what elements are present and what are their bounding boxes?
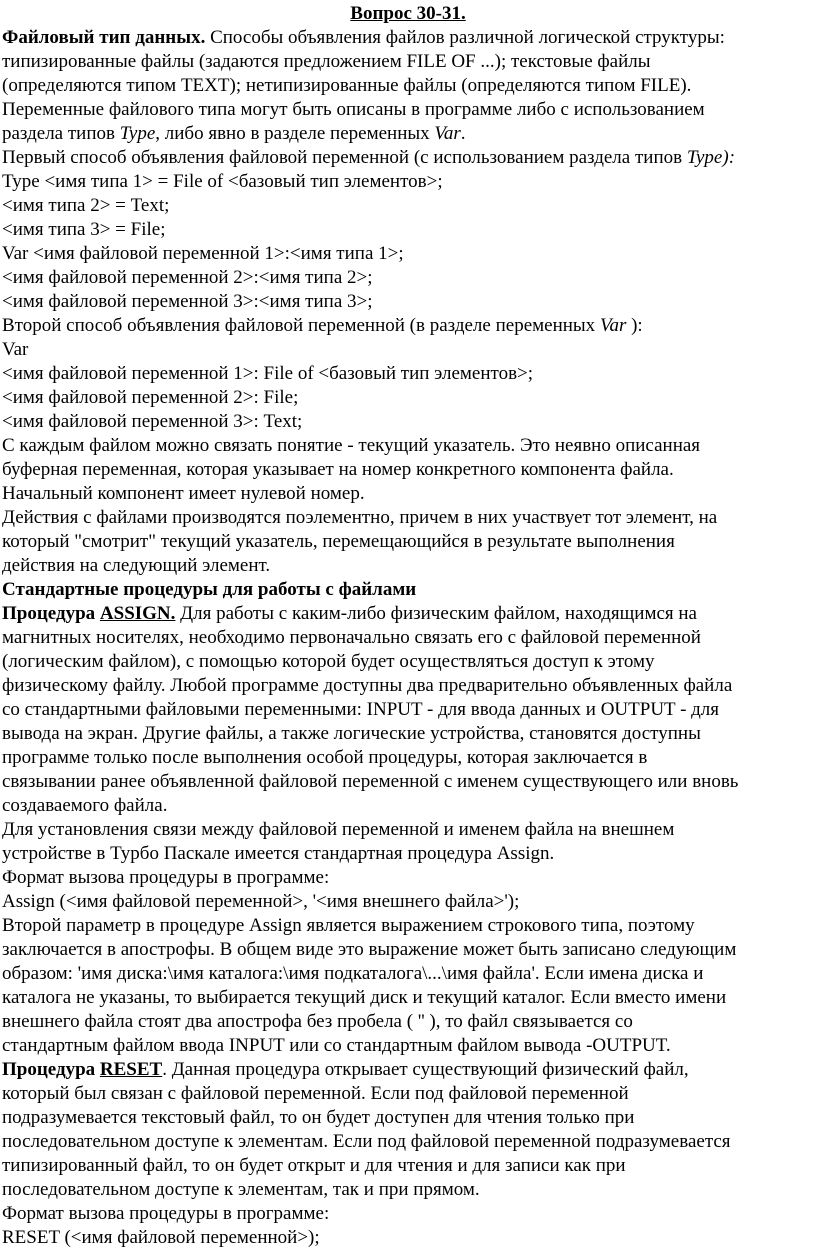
code-line: Type <имя типа 1> = File of <базовый тип элементов>; (2, 171, 443, 192)
code-line: <имя файловой переменной 1>: File of <базовый тип элементов>; (2, 363, 534, 384)
text-line: Для установления связи между файловой переменной и именем файла на внешнем (2, 819, 675, 840)
italic-term: Var (599, 315, 627, 336)
text-line: со стандартными файловыми переменными: INPUT - для ввода данных и OUTPUT - для (2, 699, 720, 720)
text-fragment: . Данная процедура открывает существующий физический файл, (162, 1059, 689, 1080)
code-line: <имя файловой переменной 2>: File; (2, 387, 299, 408)
text-line: Формат вызова процедуры в программе: (2, 1203, 330, 1224)
text-line: который "смотрит" текущий указатель, перемещающийся в результате выполнения (2, 531, 675, 552)
text-line: Действия с файлами производятся поэлементно, причем в них участвует тот элемент, на (2, 507, 718, 528)
text-fragment: Первый способ объявления файловой переменной (с использованием раздела типов (2, 147, 687, 168)
procedure-name: ASSIGN. (99, 603, 176, 624)
code-line: Var <имя файловой переменной 1>:<имя типа 1>; (2, 243, 404, 264)
text-line: устройстве в Турбо Паскале имеется стандартная процедура Assign. (2, 843, 555, 864)
text-line: создаваемого файла. (2, 795, 168, 816)
text-line: действия на следующий элемент. (2, 555, 271, 576)
code-line: <имя типа 3> = File; (2, 219, 166, 240)
text-line (2, 122, 466, 146)
text-line (2, 146, 735, 170)
procedure-name: RESET (99, 1059, 163, 1080)
text-line: Переменные файлового типа могут быть описаны в программе либо с использованием (2, 99, 705, 120)
code-line: <имя файловой переменной 3>:<имя типа 3>; (2, 291, 373, 312)
code-line: RESET (<имя файловой переменной>); (2, 1227, 320, 1248)
text-fragment: Для работы с каким-либо физическим файлом, находящимся на (175, 603, 697, 624)
italic-term: Type (119, 123, 156, 144)
italic-term: Var (434, 123, 461, 144)
code-line: Var (2, 339, 29, 360)
text-line: Второй параметр в процедуре Assign является выражением строкового типа, поэтому (2, 915, 695, 936)
code-line: Assign (<имя файловой переменной>, '<имя внешнего файла>'); (2, 891, 520, 912)
text-line: заключается в апострофы. В общем виде это выражение может быть записано следующим (2, 939, 737, 960)
text-line: С каждым файлом можно связать понятие - текущий указатель. Это неявно описанная (2, 435, 701, 456)
text-line: образом: 'имя диска:\имя каталога:\имя подкаталога\...\имя файла'. Если имена диска и (2, 963, 704, 984)
procedure-label: Процедура (2, 603, 100, 624)
code-line: <имя файловой переменной 2>:<имя типа 2>; (2, 267, 373, 288)
section-heading: Файловый тип данных. (2, 27, 206, 48)
text-line: стандартным файлом ввода INPUT или со стандартным файлом вывода -OUTPUT. (2, 1035, 671, 1056)
text-fragment: раздела типов (2, 123, 120, 144)
text-line: последовательном доступе к элементам. Если под файловой переменной подразумевается (2, 1131, 731, 1152)
text-line (2, 314, 643, 338)
text-line: Начальный компонент имеет нулевой номер. (2, 483, 365, 504)
text-line: вывода на экран. Другие файлы, а также логические устройства, становятся доступны (2, 723, 701, 744)
text-line: (определяются типом TEXT); нетипизированные файлы (определяются типом FILE). (2, 75, 692, 96)
text-line: каталога не указаны, то выбирается текущий диск и текущий каталог. Если вместо имени (2, 987, 727, 1008)
text-fragment: Второй способ объявления файловой переменной (в разделе переменных (2, 315, 600, 336)
page-title: Вопрос 30-31. (350, 3, 466, 24)
text-line: подразумевается текстовый файл, то он будет доступен для чтения только при (2, 1107, 635, 1128)
text-line: буферная переменная, которая указывает на номер конкретного компонента файла. (2, 459, 674, 480)
text-line: последовательном доступе к элементам, так и при прямом. (2, 1179, 480, 1200)
text-fragment: . (460, 123, 466, 144)
procedure-label: Процедура (2, 1059, 100, 1080)
section-heading: Стандартные процедуры для работы с файлами (2, 579, 417, 600)
text-line: Формат вызова процедуры в программе: (2, 867, 330, 888)
text-line (2, 1058, 689, 1082)
text-fragment: , либо явно в разделе переменных (155, 123, 435, 144)
code-line: <имя типа 2> = Text; (2, 195, 170, 216)
text-line: который был связан с файловой переменной. Если под файловой переменной (2, 1083, 629, 1104)
text-line: внешнего файла стоят два апострофа без пробела ( '' ), то файл связывается со (2, 1011, 633, 1032)
text-line: программе только после выполнения особой процедуры, которая заключается в (2, 747, 648, 768)
text-line: магнитных носителях, необходимо первоначально связать его с файловой переменной (2, 627, 701, 648)
text-fragment: Способы объявления файлов различной логической структуры: (205, 27, 725, 48)
text-fragment: ): (626, 315, 643, 336)
text-line: типизированные файлы (задаются предложением FILE OF ...); текстовые файлы (2, 51, 651, 72)
text-line: связывании ранее объявленной файловой переменной с именем существующего или вновь (2, 771, 739, 792)
text-line (2, 602, 697, 626)
text-line: (логическим файлом), с помощью которой будет осуществляться доступ к этому (2, 651, 655, 672)
text-line (2, 26, 725, 50)
code-line: <имя файловой переменной 3>: Text; (2, 411, 303, 432)
text-line: типизированный файл, то он будет открыт и для чтения и для записи как при (2, 1155, 626, 1176)
text-line: физическому файлу. Любой программе доступны два предварительно объявленных файла (2, 675, 733, 696)
italic-term: Type): (686, 147, 736, 168)
